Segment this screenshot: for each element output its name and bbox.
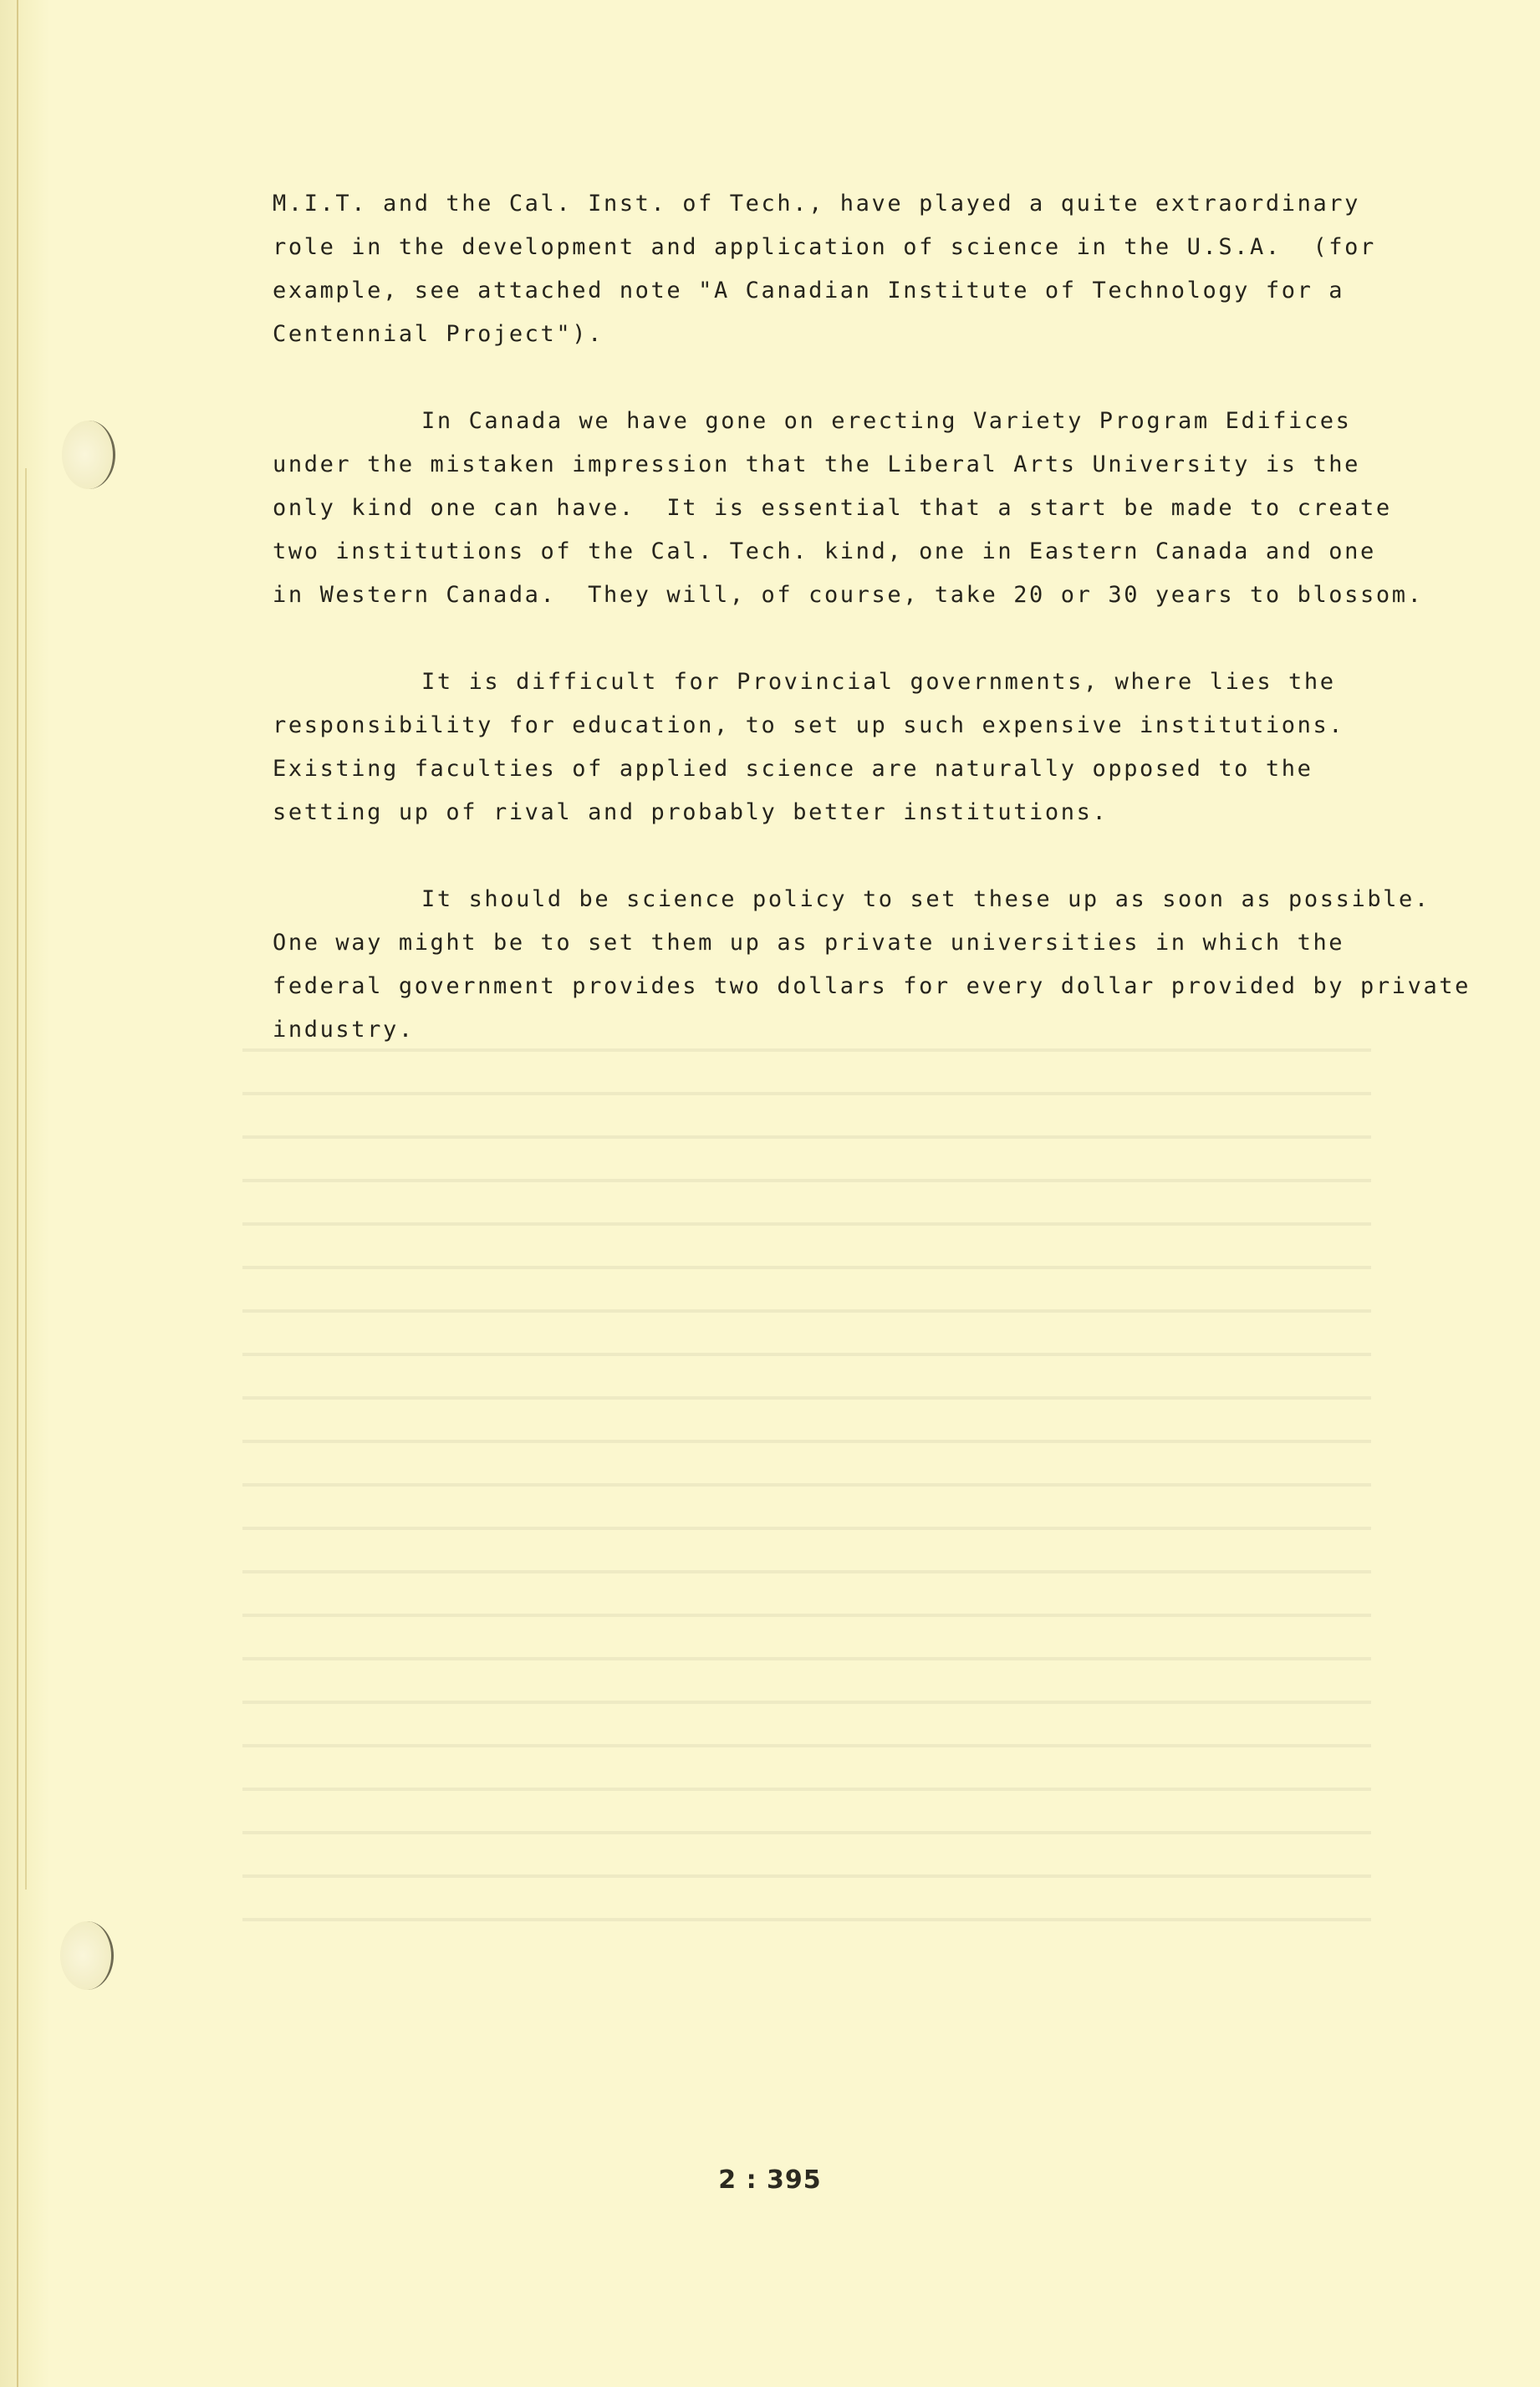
show-through-text bbox=[242, 1020, 1371, 1940]
page-edge-rule bbox=[17, 0, 18, 2387]
paragraph-4 bbox=[273, 878, 1471, 1052]
text-line: only kind one can have. It is essential that a start be made to create bbox=[273, 495, 1392, 521]
paragraph-2 bbox=[273, 400, 1424, 617]
text-line: industry. bbox=[273, 1017, 415, 1043]
page-edge-rule-inner bbox=[25, 468, 27, 1890]
text-line: responsibility for education, to set up such expensive institutions. bbox=[273, 712, 1345, 738]
text-line: under the mistaken impression that the Liberal Arts University is the bbox=[273, 451, 1361, 477]
text-line: In Canada we have gone on erecting Variety Program Edifices bbox=[421, 408, 1352, 434]
punch-hole-top bbox=[62, 421, 115, 489]
body-text bbox=[273, 182, 1471, 1095]
text-line: setting up of rival and probably better institutions. bbox=[273, 799, 1109, 825]
text-line: Centennial Project"). bbox=[273, 321, 604, 347]
text-line: in Western Canada. They will, of course, take 20 or 30 years to blossom. bbox=[273, 582, 1424, 608]
text-line: One way might be to set them up as private universities in which the bbox=[273, 930, 1345, 956]
punch-hole-bottom bbox=[60, 1921, 114, 1990]
text-line: M.I.T. and the Cal. Inst. of Tech., have played a quite extraordinary bbox=[273, 191, 1361, 217]
text-line: two institutions of the Cal. Tech. kind, one in Eastern Canada and one bbox=[273, 538, 1376, 564]
text-line: example, see attached note "A Canadian Institute of Technology for a bbox=[273, 278, 1345, 303]
text-line: Existing faculties of applied science are naturally opposed to the bbox=[273, 756, 1313, 782]
text-line: It should be science policy to set these up as soon as possible. bbox=[421, 886, 1430, 912]
text-line: role in the development and application of science in the U.S.A. (for bbox=[273, 234, 1376, 260]
text-line: It is difficult for Provincial governments, where lies the bbox=[421, 669, 1336, 695]
paragraph-3 bbox=[273, 661, 1384, 834]
text-line: federal government provides two dollars for every dollar provided by private bbox=[273, 973, 1471, 999]
paragraph-1 bbox=[273, 182, 1384, 356]
page-number: 2 : 395 bbox=[718, 2165, 822, 2195]
